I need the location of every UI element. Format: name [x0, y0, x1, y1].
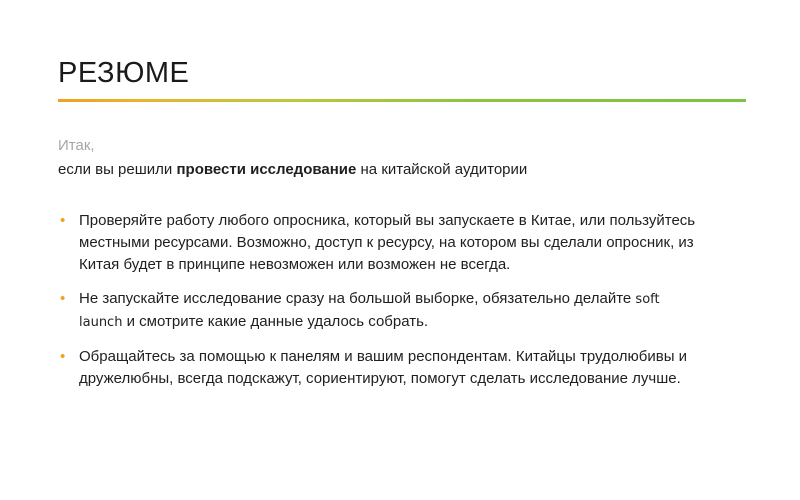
bullet-list: [58, 210, 698, 402]
intro-text-after: на китайской аудитории: [356, 161, 528, 178]
bullet-dot-icon: •: [60, 348, 66, 365]
intro-text: [58, 159, 758, 181]
bullet-text-before: Не запускайте исследование сразу на большой выборке, обязательно делайте: [79, 290, 636, 307]
bullet-term: soft launch: [79, 292, 660, 330]
bullet-text-after: и смотрите какие данные удалось собрать.: [122, 313, 429, 330]
intro-text-bold: провести исследование: [176, 161, 357, 178]
bullet-text: Обращайтесь за помощью к панелям и вашим респондентам. Китайцы трудолюбивы и дружелюбны, всегда подскажут, сориентируют, помогут сделать исследование лучше.: [79, 348, 688, 387]
bullet-text: [79, 290, 660, 330]
list-item: [58, 288, 698, 334]
intro-text-before: если вы решили: [58, 161, 177, 178]
bullet-dot-icon: •: [60, 290, 66, 307]
list-item: [58, 346, 698, 390]
bullet-text: Проверяйте работу любого опросника, который вы запускаете в Китае, или пользуйтесь местными ресурсами. Возможно, доступ к ресурсу, на котором вы сделали опросник, из Китая будет в принципе невозможен или возможен не всегда.: [79, 212, 696, 273]
intro-lead: Итак,: [58, 137, 95, 154]
intro-block: [58, 135, 758, 181]
list-item: [58, 210, 698, 276]
bullet-dot-icon: •: [60, 212, 66, 229]
title-divider: [58, 99, 746, 102]
slide-title: РЕЗЮМЕ: [58, 57, 190, 89]
